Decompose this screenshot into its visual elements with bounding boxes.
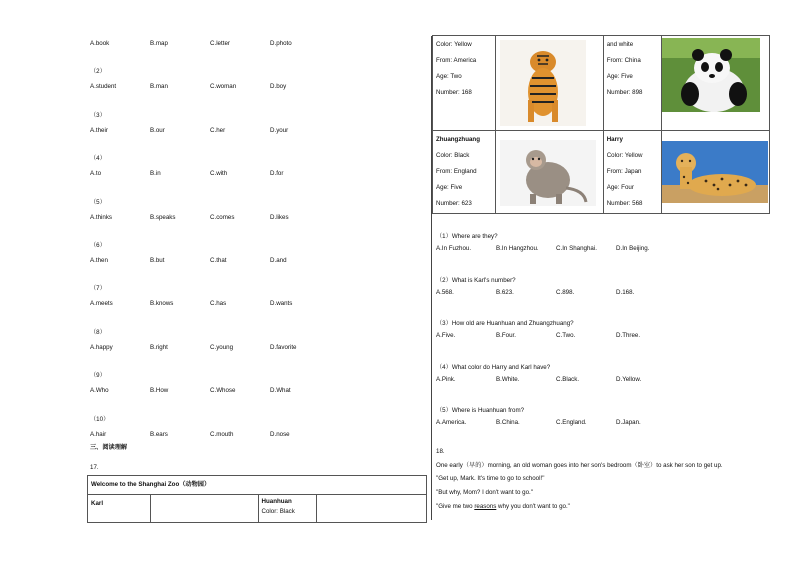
right-option[interactable]: A.568. xyxy=(436,288,454,296)
huanhuan-info-cell xyxy=(603,36,661,131)
right-question-text: （2）What is Karl's number? xyxy=(436,276,516,284)
right-option[interactable]: A.America. xyxy=(436,419,467,426)
left-option[interactable]: C.has xyxy=(210,300,227,308)
left-option[interactable]: B.How xyxy=(150,387,169,395)
zoo-huanhuan-color: Color: Black xyxy=(261,508,295,515)
left-option[interactable]: B.right xyxy=(150,343,168,351)
left-option[interactable]: B.but xyxy=(150,257,165,264)
huanhuan-color-cont: and white xyxy=(606,41,634,48)
zoo-table-title: Welcome to the Shanghai Zoo（动物园） xyxy=(88,476,427,495)
left-option[interactable]: A.meets xyxy=(90,300,113,308)
q18-line3: "But why, Mom? I don't want to go." xyxy=(436,489,533,496)
zoo-table-top xyxy=(87,475,427,523)
right-option[interactable]: A.In Fuzhou. xyxy=(436,245,472,252)
right-option[interactable]: D.Yellow. xyxy=(616,375,642,383)
q18-line1: One early（早的）morning, an old woman goes into her son's bedroom（卧室）to ask her son to get up. xyxy=(436,462,723,469)
q18-line4 xyxy=(436,503,570,510)
left-question-number: （6） xyxy=(90,242,106,249)
right-question-text: （3）How old are Huanhuan and Zhuangzhuang? xyxy=(436,320,574,327)
left-option[interactable]: C.woman xyxy=(210,83,237,91)
left-option[interactable]: D.boy xyxy=(270,83,287,91)
right-option[interactable]: A.Five. xyxy=(436,332,456,339)
right-option[interactable]: B.In Hangzhou. xyxy=(496,245,539,252)
left-question-number: （9） xyxy=(90,372,106,380)
zoo-empty-cell-1 xyxy=(150,495,258,523)
left-option[interactable]: C.her xyxy=(210,126,226,134)
left-option[interactable]: A.thinks xyxy=(90,213,113,221)
monkey-image xyxy=(500,140,596,206)
huanhuan-from: From: China xyxy=(606,57,641,64)
left-option[interactable]: A.student xyxy=(90,83,117,91)
q18-line4-a: "Give me two xyxy=(436,503,475,510)
right-question-text: （5）Where is Huanhuan from? xyxy=(436,407,525,414)
zoo-empty-cell-2 xyxy=(317,495,427,523)
left-option[interactable]: D.What xyxy=(270,387,291,395)
left-option[interactable]: C.with xyxy=(210,170,228,178)
left-column xyxy=(90,0,430,562)
zoo-huanhuan-name: Huanhuan xyxy=(261,498,292,505)
left-option[interactable]: C.that xyxy=(210,257,227,264)
left-option[interactable]: B.in xyxy=(150,170,161,178)
left-option[interactable]: C.mouth xyxy=(210,430,234,438)
left-question-number: （2） xyxy=(90,68,106,76)
zhuangzhuang-color: Color: Black xyxy=(436,152,470,159)
left-option[interactable]: C.letter xyxy=(210,40,230,47)
left-option[interactable]: A.to xyxy=(90,170,102,178)
q18-line2: "Get up, Mark. It's time to go to school!" xyxy=(436,475,545,482)
right-option[interactable]: B.Four. xyxy=(496,332,516,339)
zoo-huanhuan-cell xyxy=(258,495,317,523)
left-option[interactable]: B.knows xyxy=(150,300,174,308)
karl-color: Color: Yellow xyxy=(436,41,472,48)
right-option[interactable]: B.China. xyxy=(496,419,520,426)
left-option[interactable]: D.wants xyxy=(270,300,293,308)
zhuangzhuang-age: Age: Five xyxy=(436,184,463,191)
right-option[interactable]: C.898. xyxy=(556,288,575,296)
left-option[interactable]: D.nose xyxy=(270,430,290,438)
left-question-number: （4） xyxy=(90,155,106,163)
cheetah-image xyxy=(662,141,768,203)
left-question-number: （8） xyxy=(90,328,106,336)
zoo-karl-cell: Karl xyxy=(88,495,151,523)
harry-from: From: Japan xyxy=(606,168,642,175)
right-option[interactable]: C.Black. xyxy=(556,375,580,383)
left-option[interactable]: D.your xyxy=(270,126,289,134)
left-option[interactable]: C.comes xyxy=(210,213,235,221)
reasons-word: reasons xyxy=(474,503,497,510)
karl-age: Age: Two xyxy=(436,73,462,80)
left-option[interactable]: C.young xyxy=(210,343,234,351)
harry-color: Color: Yellow xyxy=(606,152,643,159)
left-question-number: （3） xyxy=(90,111,106,119)
karl-from: From: America xyxy=(436,57,477,64)
right-option[interactable]: C.In Shanghai. xyxy=(556,245,597,252)
zhuangzhuang-name: Zhuangzhuang xyxy=(436,136,480,143)
left-option[interactable]: D.for xyxy=(270,170,284,178)
left-option[interactable]: A.then xyxy=(90,257,108,264)
right-option[interactable]: C.England. xyxy=(556,419,587,426)
left-option[interactable]: B.our xyxy=(150,126,165,134)
right-option[interactable]: A.Pink. xyxy=(436,375,456,383)
right-option[interactable]: B.623. xyxy=(496,288,514,296)
right-option[interactable]: B.White. xyxy=(496,375,520,383)
left-option[interactable]: D.and xyxy=(270,257,287,264)
huanhuan-number: Number: 898 xyxy=(606,89,643,96)
left-option[interactable]: A.their xyxy=(90,126,108,134)
left-option[interactable]: D.favorite xyxy=(270,343,297,351)
right-question-text: （4）What color do Harry and Karl have? xyxy=(436,363,551,371)
left-option[interactable]: A.book xyxy=(90,40,110,47)
q18-line4-c: why you don't want to go." xyxy=(496,503,570,510)
q18-number: 18. xyxy=(436,448,445,455)
q17-number: 17. xyxy=(90,464,99,471)
left-option[interactable]: A.Who xyxy=(90,387,109,395)
right-option[interactable]: D.168. xyxy=(616,288,635,296)
karl-info-cell xyxy=(433,36,496,131)
left-option[interactable]: B.man xyxy=(150,83,168,91)
harry-age: Age: Four xyxy=(606,184,634,191)
left-option[interactable]: D.photo xyxy=(270,40,292,47)
left-question-number: （10） xyxy=(90,415,110,423)
left-option[interactable]: B.speaks xyxy=(150,213,176,221)
harry-info-cell xyxy=(603,131,661,214)
right-option[interactable]: D.Japan. xyxy=(616,419,641,426)
harry-name: Harry xyxy=(606,136,623,143)
right-column xyxy=(436,0,776,562)
left-question-number: （5） xyxy=(90,198,106,206)
left-option[interactable]: A.happy xyxy=(90,343,113,351)
panda-image xyxy=(662,38,760,112)
zhuangzhuang-info-cell xyxy=(433,131,496,214)
zhuangzhuang-number: Number: 623 xyxy=(436,200,472,207)
left-option[interactable]: A.hair xyxy=(90,430,107,438)
right-option[interactable]: D.Three. xyxy=(616,332,641,339)
section-heading: 三、阅读理解 xyxy=(90,444,128,451)
left-option[interactable]: B.map xyxy=(150,40,168,47)
right-question-text: （1）Where are they? xyxy=(436,233,498,240)
left-option[interactable]: C.Whose xyxy=(210,387,236,395)
huanhuan-age: Age: Five xyxy=(606,73,633,80)
right-option[interactable]: C.Two. xyxy=(556,332,576,339)
left-option[interactable]: B.ears xyxy=(150,430,168,438)
left-question-number: （7） xyxy=(90,285,106,293)
harry-number: Number: 568 xyxy=(606,200,643,207)
karl-number: Number: 168 xyxy=(436,89,472,96)
tiger-image xyxy=(500,40,586,126)
left-option[interactable]: D.likes xyxy=(270,213,289,221)
zhuangzhuang-from: From: England xyxy=(436,168,477,175)
right-option[interactable]: D.In Beijing. xyxy=(616,245,650,252)
